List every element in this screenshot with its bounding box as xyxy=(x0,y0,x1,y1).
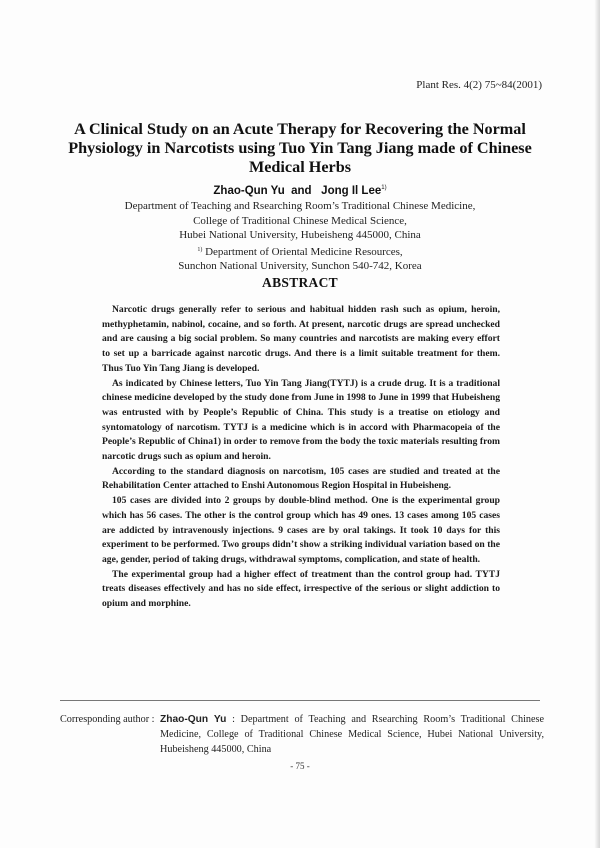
footnote-details: : Department of Teaching and Rsearching Room’s Traditional Chinese Medicine, College of Traditional Chinese Medical Science, Hubei National University, Hubeisheng 445000, China xyxy=(160,714,545,755)
abstract-body xyxy=(102,303,500,612)
author-line xyxy=(60,185,540,197)
page-edge-shadow xyxy=(594,0,600,848)
affiliation-line-4 xyxy=(60,243,540,260)
abstract-paragraph-1: Narcotic drugs generally refer to serious and habitual hidden rash such as opium, heroin, methyphetamin, nabinol, cocaine, and so forth. At present, narcotic drugs are spread unchecked and are causing a big social problem. So many countries and narcotists are making every effort to set up a barricade against narcotic drugs. And there is a limit suitable treatment for them. Thus Tuo Yin Tang Jiang is developed. xyxy=(102,304,500,374)
abstract-paragraph-3: According to the standard diagnosis on narcotism, 105 cases are studied and treated at the Rehabilitation Center attached to Enshi Autonomous Region Hospital in Hubeisheng. xyxy=(102,465,500,492)
corresponding-author-footnote xyxy=(60,712,544,757)
affiliation-line-1: Department of Teaching and Rsearching Room’s Traditional Chinese Medicine, xyxy=(124,200,476,212)
affiliations xyxy=(60,199,540,274)
abstract-paragraph-2: As indicated by Chinese letters, Tuo Yin Tang Jiang(TYTJ) is a crude drug. It is a traditional chinese medicine developed by the study done from June in 1998 to June in 1999 that Hubeisheng was entrusted with by People’s Republic of China. This study is a treatise on etiology and syntomatology of narcotism. TYTJ is a medicine which is in accord with Pharmacopeia of the People’s Republic of China1) in order to remove from the body the toxic materials resulting from narcotic drugs such as opium and heroin. xyxy=(102,377,500,463)
author-conjunction: and xyxy=(291,185,312,197)
affiliation-line-2: College of Traditional Chinese Medical Science, xyxy=(193,214,407,227)
author-1: Zhao-Qun Yu xyxy=(213,185,285,197)
footnote-author-name: Zhao-Qun Yu xyxy=(160,714,227,725)
author-2: Jong Il Lee xyxy=(321,185,382,197)
abstract-paragraph-5: The experimental group had a higher effect of treatment than the control group had. TYTJ treats diseases effectively and has no side effect, irrespective of the serious or slight addiction to opium and morphine. xyxy=(102,568,500,610)
footnote-text xyxy=(160,712,544,757)
title-line-3: Medical Herbs xyxy=(248,158,352,176)
abstract-heading: ABSTRACT xyxy=(262,275,338,290)
affiliation-mark: 1) xyxy=(197,246,203,253)
affiliation-line-3: Hubei National University, Hubeisheng 445000, China xyxy=(179,229,421,241)
affiliation-line-4-text: Department of Oriental Medicine Resources, xyxy=(205,245,403,258)
title-line-2: Physiology in Narcotists using Tuo Yin Tang Jiang made of Chinese xyxy=(68,139,532,157)
title-line-1: A Clinical Study on an Acute Therapy for Recovering the Normal xyxy=(74,120,526,138)
affiliation-line-5: Sunchon National University, Sunchon 540-742, Korea xyxy=(178,260,422,272)
footnote-label: Corresponding author : xyxy=(60,714,155,725)
journal-citation: Plant Res. 4(2) 75~84(2001) xyxy=(416,79,542,91)
footnote-divider xyxy=(60,700,540,701)
page-number: - 75 - xyxy=(290,761,310,771)
author-2-affiliation-mark: 1) xyxy=(381,185,387,191)
paper-title xyxy=(60,120,540,177)
abstract-paragraph-4: 105 cases are divided into 2 groups by double-blind method. One is the experimental group which has 56 cases. The other is the control group which has 49 ones. 13 cases among 105 cases are addicted by intravenously injections. 9 cases are by oral takings. It took 10 days for this experiment to be performed. Two groups didn’t show a striking individual variation based on the age, gender, period of taking drugs, withdrawal symptoms, complication, and state of health. xyxy=(102,495,500,565)
